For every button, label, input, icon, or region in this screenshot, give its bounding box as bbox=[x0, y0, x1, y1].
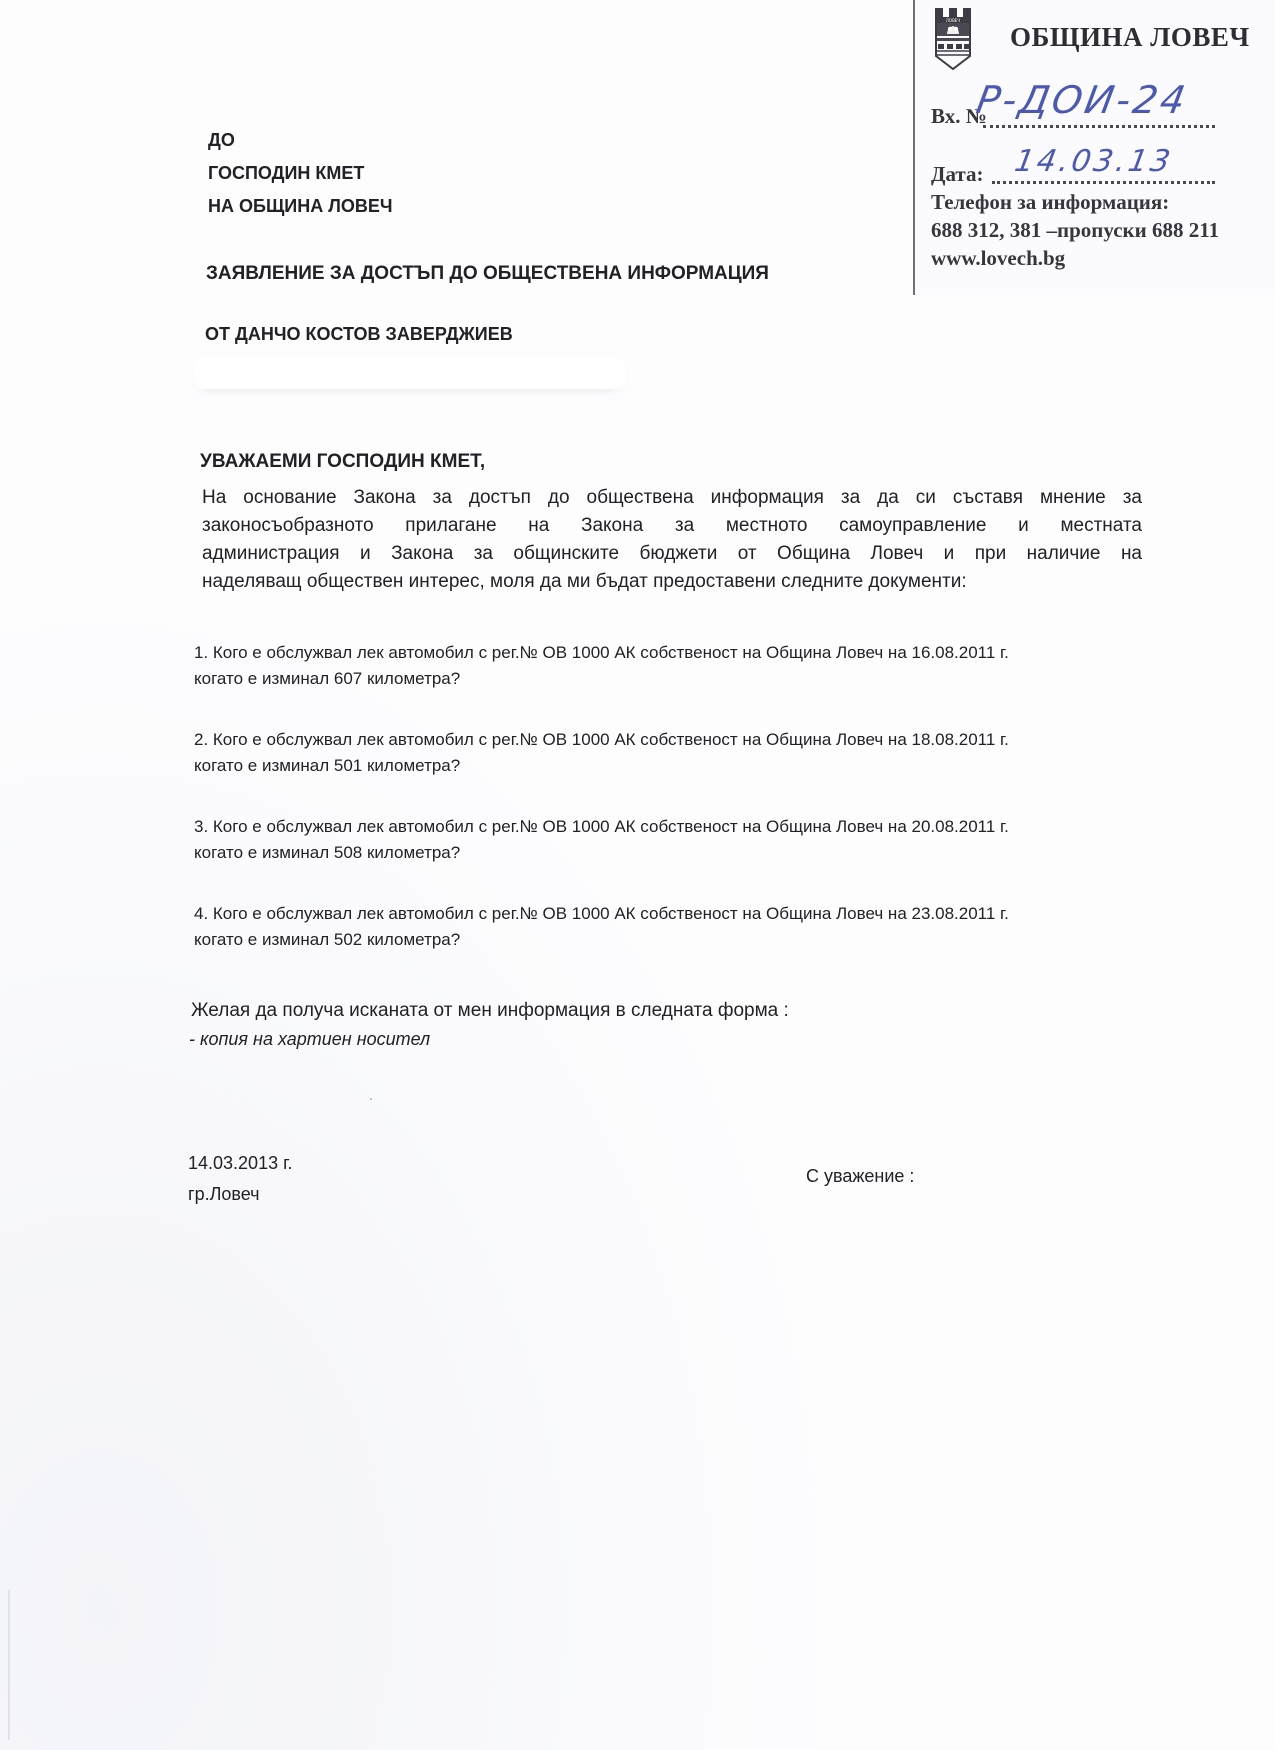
question-line-2: когато е изминал 502 километра? bbox=[194, 930, 461, 949]
registry-stamp bbox=[913, 0, 1275, 295]
addressee-line-2: ГОСПОДИН КМЕТ bbox=[208, 163, 365, 183]
registration-number-label: Вх. № bbox=[931, 104, 987, 128]
question-line-2: когато е изминал 607 километра? bbox=[194, 669, 461, 688]
form-request: Желая да получа исканата от мен информация в следната форма : bbox=[191, 1000, 789, 1021]
registration-number-dots bbox=[983, 125, 1215, 128]
registration-number-handwritten: Р-ДОИ-24 bbox=[973, 78, 1192, 122]
intro-paragraph bbox=[202, 484, 1142, 596]
phone-numbers: 688 312, 381 –пропуски 688 211 bbox=[931, 218, 1220, 242]
question-line-1: 3. Кого е обслужвал лек автомобил с рег.№ ОВ 1000 АК собственост на Община Ловеч на 20.08.2011 г. bbox=[194, 817, 1009, 836]
salutation: УВАЖАЕМИ ГОСПОДИН КМЕТ, bbox=[200, 451, 486, 472]
question-item bbox=[194, 901, 1154, 953]
intro-line: наделяващ обществен интерес, моля да ми бъдат предоставени следните документи: bbox=[202, 571, 967, 592]
question-item bbox=[194, 640, 1154, 692]
scan-speck bbox=[370, 1098, 372, 1100]
letter-date: 14.03.2013 г. bbox=[188, 1153, 293, 1173]
question-item bbox=[194, 814, 1154, 866]
intro-line: законосъобразното прилагане на Закона за местното самоуправление и местната bbox=[202, 515, 1142, 536]
question-line-1: 4. Кого е обслужвал лек автомобил с рег.№ ОВ 1000 АК собственост на Община Ловеч на 23.08.2011 г. bbox=[194, 904, 1009, 923]
scan-edge-shadow bbox=[8, 1590, 10, 1740]
date-handwritten: 14.03.13 bbox=[1011, 144, 1176, 179]
intro-line: администрация и Закона за общинските бюджети от Община Ловеч и при наличие на bbox=[202, 543, 1142, 564]
question-item bbox=[194, 727, 1154, 779]
phone-label: Телефон за информация: bbox=[931, 190, 1170, 214]
form-option: - копия на хартиен носител bbox=[189, 1029, 431, 1049]
document-title: ЗАЯВЛЕНИЕ ЗА ДОСТЪП ДО ОБЩЕСТВЕНА ИНФОРМАЦИЯ bbox=[206, 263, 769, 284]
coat-of-arms-icon bbox=[933, 8, 973, 70]
date-dots bbox=[992, 181, 1215, 184]
question-line-2: когато е изминал 508 километра? bbox=[194, 843, 461, 862]
intro-line: На основание Закона за достъп до обществена информация за да си съставя мнение за bbox=[202, 487, 1142, 508]
website: www.lovech.bg bbox=[931, 246, 1066, 270]
redacted-address bbox=[195, 357, 625, 389]
date-label: Дата: bbox=[931, 162, 984, 186]
stamp-title: ОБЩИНА ЛОВЕЧ bbox=[1010, 22, 1250, 52]
crest-lettering: ЛОВЕЧ bbox=[945, 18, 961, 23]
addressee-line-3: НА ОБЩИНА ЛОВЕЧ bbox=[208, 196, 393, 216]
addressee-line-1: ДО bbox=[208, 130, 235, 150]
applicant-name: ОТ ДАНЧО КОСТОВ ЗАВЕРДЖИЕВ bbox=[205, 324, 513, 344]
letter-place: гр.Ловеч bbox=[188, 1184, 260, 1204]
question-line-1: 2. Кого е обслужвал лек автомобил с рег.№ ОВ 1000 АК собственост на Община Ловеч на 18.08.2011 г. bbox=[194, 730, 1009, 749]
closing: С уважение : bbox=[806, 1166, 915, 1186]
question-line-2: когато е изминал 501 километра? bbox=[194, 756, 461, 775]
question-line-1: 1. Кого е обслужвал лек автомобил с рег.№ ОВ 1000 АК собственост на Община Ловеч на 16.08.2011 г. bbox=[194, 643, 1009, 662]
